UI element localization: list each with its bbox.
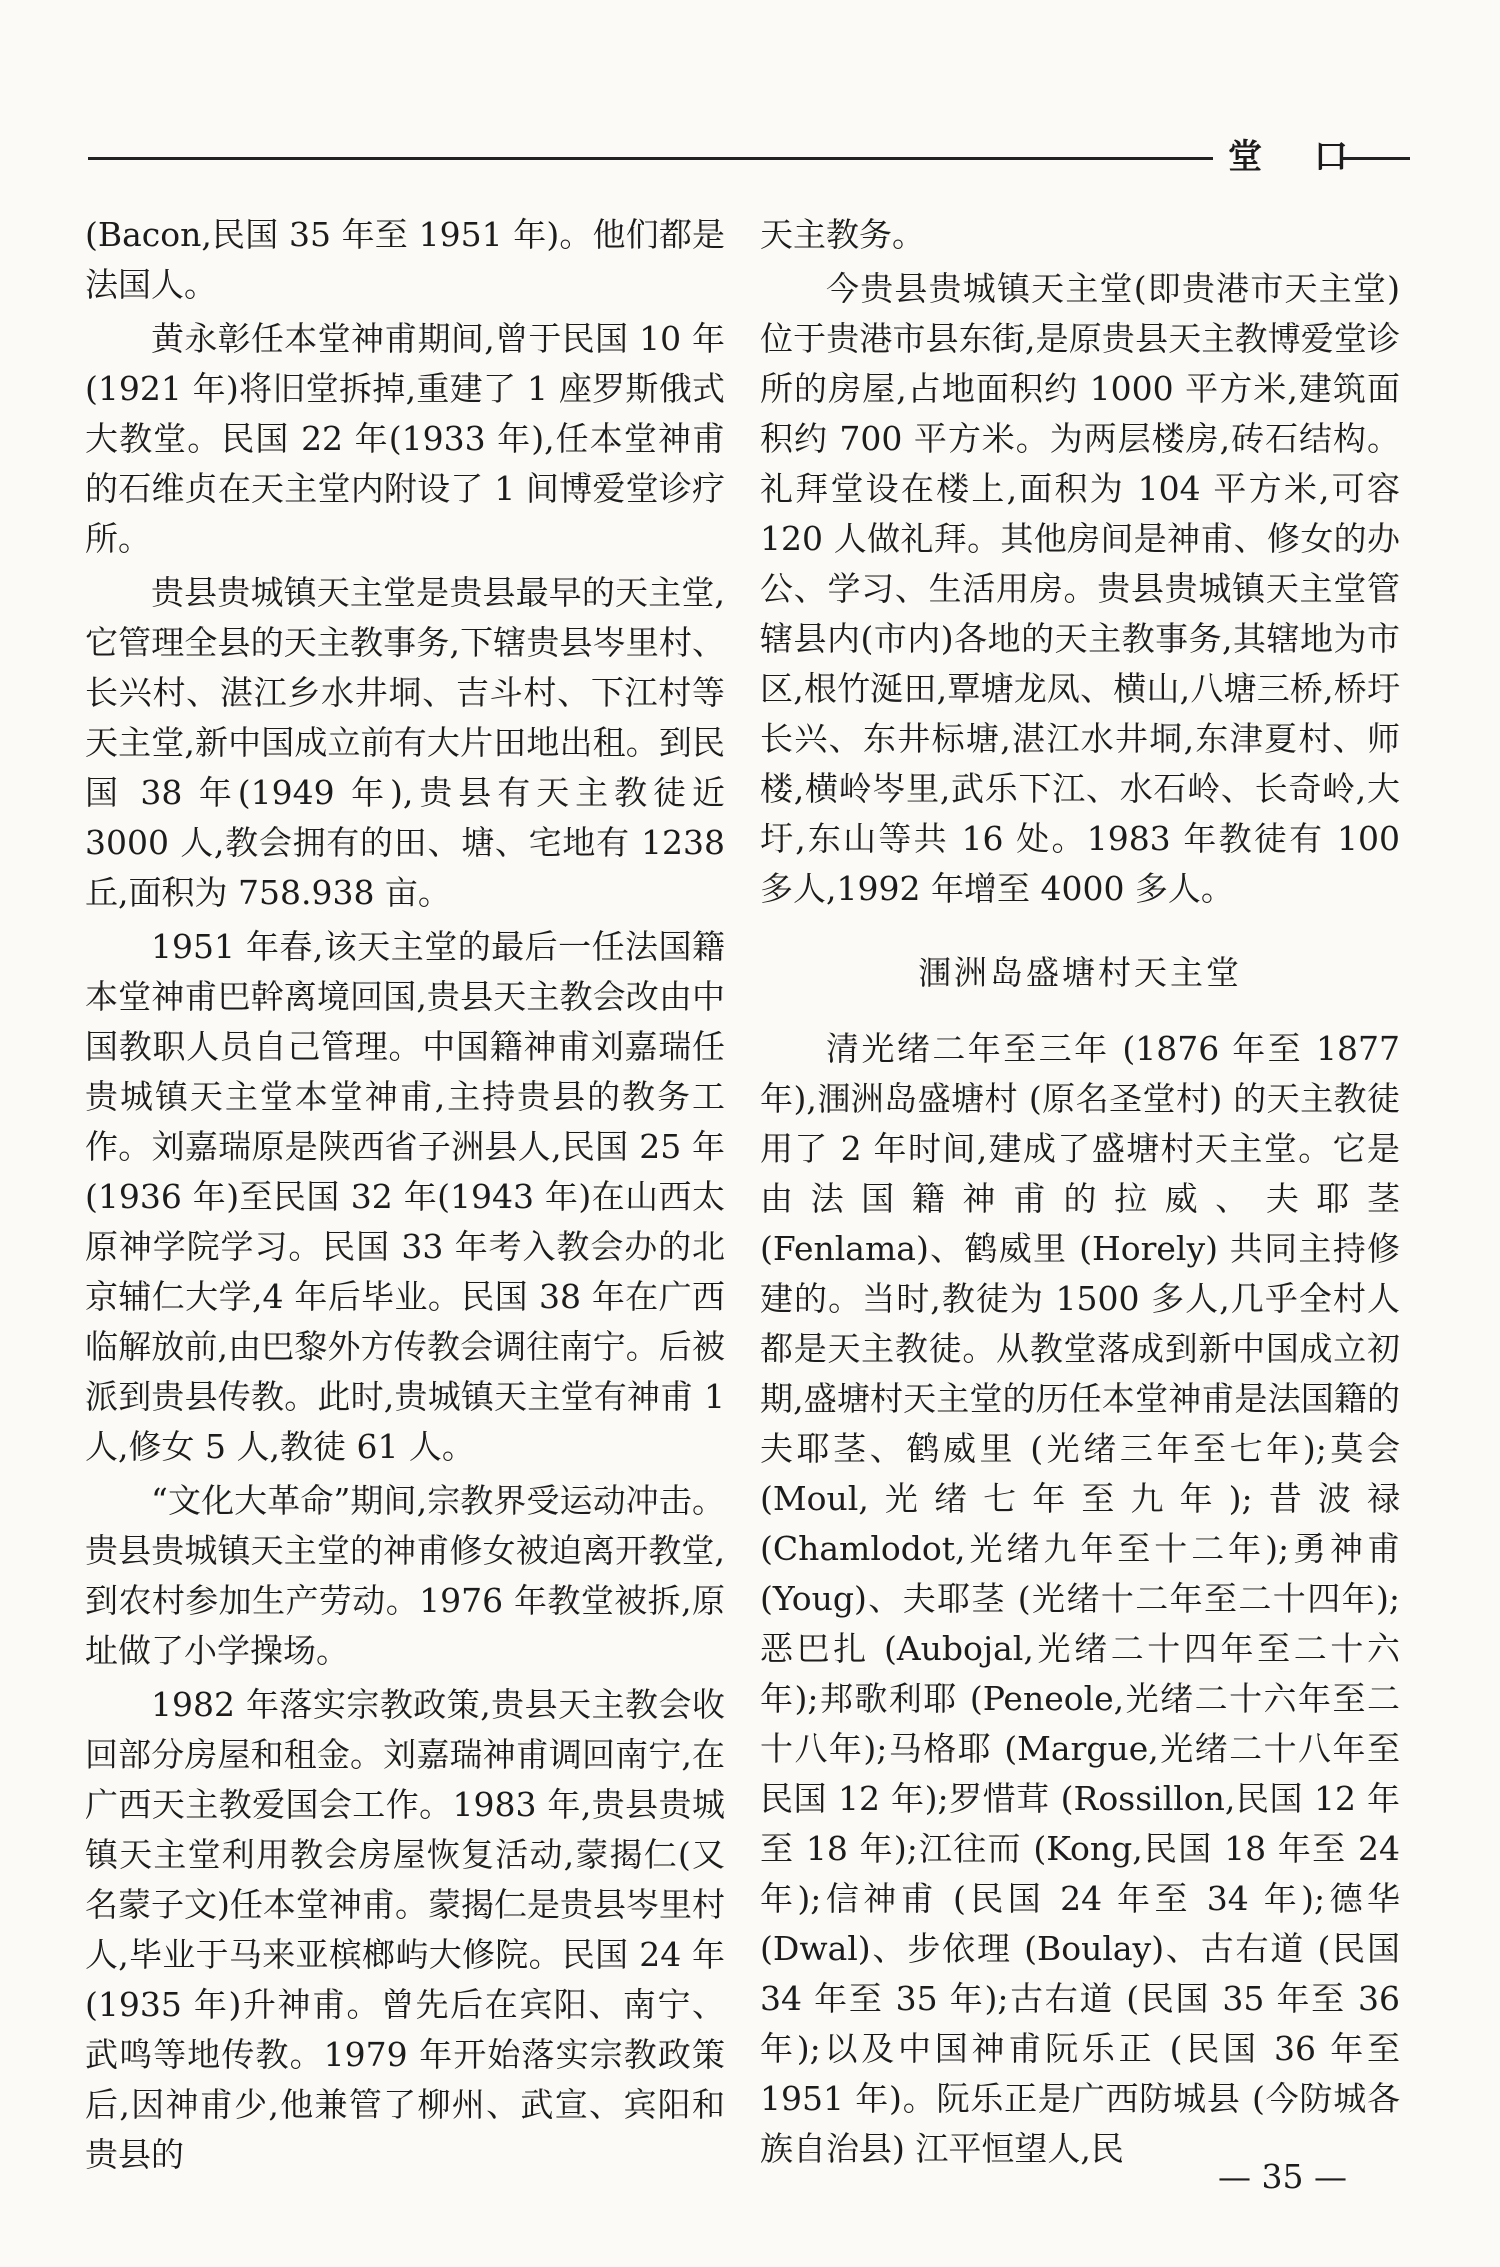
section-heading: 涠洲岛盛塘村天主堂 (918, 953, 1242, 992)
right-column (760, 210, 1400, 2178)
paragraph: 今贵县贵城镇天主堂(即贵港市天主堂)位于贵港市县东街,是原贵县天主教博爱堂诊所的房屋,占地面积约 1000 平方米,建筑面积约 700 平方米。为两层楼房,砖石结构。礼拜堂设在楼上,面积为 104 平方米,可容 120 人做礼拜。其他房间是神甫、修女的办公、学习、生活用房。贵县贵城镇天主堂管辖县内(市内)各地的天主教事务,其辖地为市区,根竹涎田,覃塘龙凤、横山,八塘三桥,桥圩长兴、东井标塘,湛江水井垌,东津夏村、师楼,横岭岑里,武乐下江、水石岭、长奇岭,大圩,东山等共 16 处。1983 年教徒有 100 多人,1992 年增至 4000 多人。 (760, 269, 1400, 908)
page-number: — 35 — (1218, 2157, 1347, 2196)
left-column (85, 210, 725, 2184)
paragraph: 1951 年春,该天主堂的最后一任法国籍本堂神甫巴幹离境回国,贵县天主教会改由中国教职人员自己管理。中国籍神甫刘嘉瑞任贵城镇天主堂本堂神甫,主持贵县的教务工作。刘嘉瑞原是陕西省子洲县人,民国 25 年(1936 年)至民国 32 年(1943 年)在山西太原神学院学习。民国 33 年考入教会办的北京辅仁大学,4 年后毕业。民国 38 年在广西临解放前,由巴黎外方传教会调往南宁。后被派到贵县传教。此时,贵城镇天主堂有神甫 1 人,修女 5 人,教徒 61 人。 (85, 927, 725, 1466)
paragraph: 天主教务。 (760, 215, 925, 254)
paragraph: 清光绪二年至三年 (1876 年至 1877 年),涠洲岛盛塘村 (原名圣堂村) 的天主教徒用了 2 年时间,建成了盛塘村天主堂。它是由法国籍神甫的拉威、夫耶茎 (Fenlama)、鹤威里 (Horely) 共同主持修建的。当时,教徒为 1500 多人,几乎全村人都是天主教徒。从教堂落成到新中国成立初期,盛塘村天主堂的历任本堂神甫是法国籍的夫耶茎、鹤威里 (光绪三年至七年);莫会 (Moul,光绪七年至九年);昔波禄 (Chamlodot,光绪九年至十二年);勇神甫 (Youg)、夫耶茎 (光绪十二年至二十四年);恶巴扎 (Aubojal,光绪二十四年至二十六年);邦歌利耶 (Peneole,光绪二十六年至二十八年);马格耶 (Margue,光绪二十八年至民国 12 年);罗惜茸 (Rossillon,民国 12 年至 18 年);江往而 (Kong,民国 18 年至 24 年);信神甫 (民国 24 年至 34 年);德华 (Dwal)、步依理 (Boulay)、古右道 (民国 34 年至 35 年);古右道 (民国 35 年至 36 年);以及中国神甫阮乐正 (民国 36 年至 1951 年)。阮乐正是广西防城县 (今防城各族自治县) 江平恒望人,民 (760, 1029, 1400, 2168)
paragraph: “文化大革命”期间,宗教界受运动冲击。贵县贵城镇天主堂的神甫修女被迫离开教堂,到农村参加生产劳动。1976 年教堂被拆,原址做了小学操场。 (85, 1481, 725, 1670)
header-rule-tail (1342, 157, 1410, 160)
running-header: 堂 口 (1228, 137, 1368, 177)
paragraph: 贵县贵城镇天主堂是贵县最早的天主堂,它管理全县的天主教事务,下辖贵县岑里村、长兴村、湛江乡水井垌、吉斗村、下江村等天主堂,新中国成立前有大片田地出租。到民国 38 年(1949 年),贵县有天主教徒近 3000 人,教会拥有的田、塘、宅地有 1238 丘,面积为 758.938 亩。 (85, 573, 725, 912)
paragraph: 黄永彰任本堂神甫期间,曾于民国 10 年(1921 年)将旧堂拆掉,重建了 1 座罗斯俄式大教堂。民国 22 年(1933 年),任本堂神甫的石维贞在天主堂内附设了 1 间博爱堂诊疗所。 (85, 319, 725, 558)
paragraph: (Bacon,民国 35 年至 1951 年)。他们都是法国人。 (85, 215, 725, 304)
paragraph: 1982 年落实宗教政策,贵县天主教会收回部分房屋和租金。刘嘉瑞神甫调回南宁,在广西天主教爱国会工作。1983 年,贵县贵城镇天主堂利用教会房屋恢复活动,蒙揭仁(又名蒙子文)任本堂神甫。蒙揭仁是贵县岑里村人,毕业于马来亚槟榔屿大修院。民国 24 年(1935 年)升神甫。曾先后在宾阳、南宁、武鸣等地传教。1979 年开始落实宗教政策后,因神甫少,他兼管了柳州、武宣、宾阳和贵县的 (85, 1685, 725, 2174)
header-rule (88, 157, 1213, 160)
